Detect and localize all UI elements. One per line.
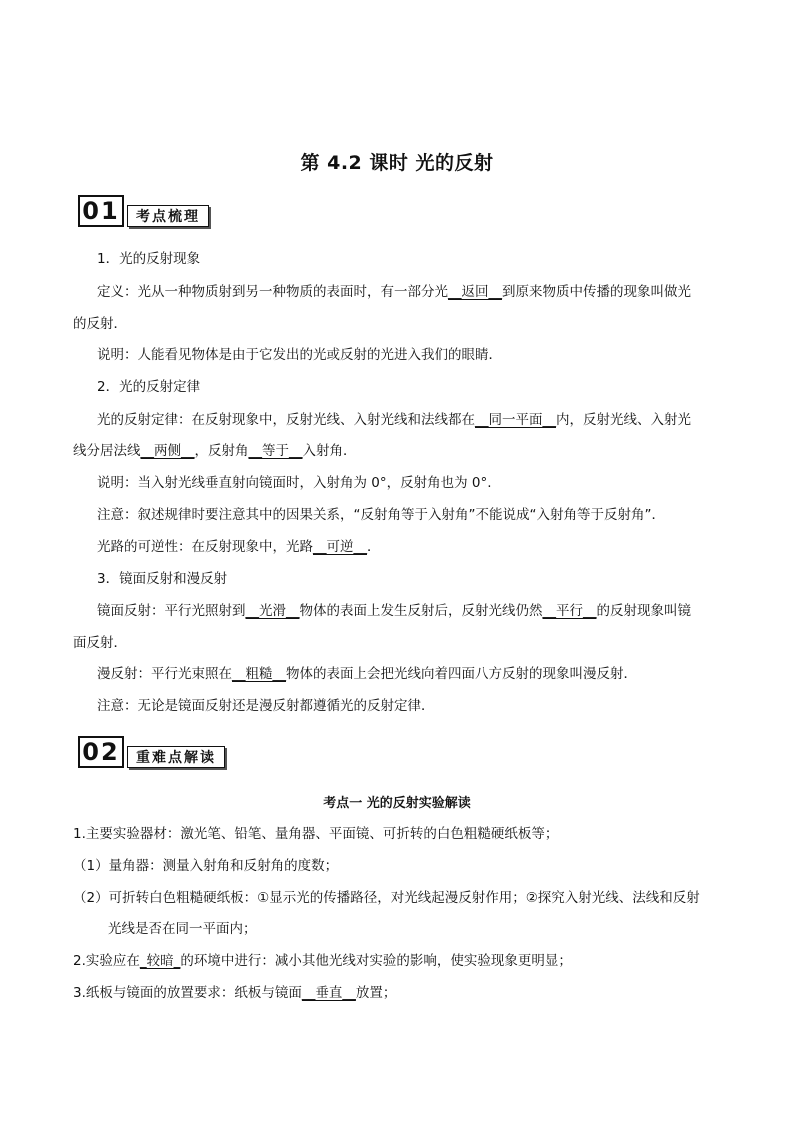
law-line-2: 线分居法线__两侧__，反射角__等于__入射角．	[73, 443, 357, 459]
heading-reflection-phenomenon: 1．光的反射现象	[97, 251, 201, 267]
answer-blank: __垂直__	[301, 985, 356, 1001]
experiment-item-2: 2.实验应在_较暗_的环境中进行：减小其他光线对实验的影响，使实验现象更明显；	[73, 953, 572, 969]
definition-line-2: 的反射．	[73, 316, 127, 332]
section-label: 考点梳理	[127, 205, 209, 227]
answer-blank: __粗糙__	[232, 666, 286, 682]
section-header-01	[78, 195, 209, 227]
section-number: 01	[78, 195, 124, 227]
experiment-item-1-1: （1）量角器：测量入射角和反射角的度数；	[73, 858, 339, 874]
answer-blank: __平行__	[542, 603, 597, 619]
note-both-follow-law: 注意：无论是镜面反射还是漫反射都遵循光的反射定律．	[97, 698, 435, 714]
answer-blank: __同一平面__	[475, 412, 556, 428]
experiment-item-1-2-cont: 光线是否在同一平面内；	[108, 921, 257, 937]
experiment-item-1: 1.主要实验器材：激光笔、铅笔、量角器、平面镜、可折转的白色粗糙硬纸板等；	[73, 826, 559, 842]
section-label: 重难点解读	[127, 746, 225, 768]
answer-blank: __两侧__	[140, 443, 195, 459]
diffuse-line: 漫反射：平行光束照在__粗糙__物体的表面上会把光线向着四面八方反射的现象叫漫反射．	[97, 666, 637, 682]
topic-heading: 考点一 光的反射实验解读	[323, 796, 471, 811]
note-causality: 注意：叙述规律时要注意其中的因果关系，“反射角等于入射角”不能说成“入射角等于反射角”．	[97, 507, 665, 523]
answer-blank: __可逆__	[313, 539, 367, 555]
mirror-line-2: 面反射．	[73, 635, 127, 651]
page-title: 第 4.2 课时 光的反射	[300, 152, 494, 174]
answer-blank: _较暗_	[139, 953, 181, 969]
heading-reflection-law: 2．光的反射定律	[97, 379, 201, 395]
answer-blank: __等于__	[248, 443, 303, 459]
note-seeing: 说明：人能看见物体是由于它发出的光或反射的光进入我们的眼睛．	[97, 347, 502, 363]
experiment-item-3: 3.纸板与镜面的放置要求：纸板与镜面__垂直__放置；	[73, 985, 397, 1001]
definition-line-1: 定义：光从一种物质射到另一种物质的表面时，有一部分光__返回__到原来物质中传播的现象叫做光	[97, 284, 691, 300]
section-number: 02	[78, 736, 124, 768]
experiment-item-1-2: （2）可折转白色粗糙硬纸板：①显示光的传播路径，对光线起漫反射作用；②探究入射光线、法线和反射	[73, 890, 700, 906]
heading-mirror-diffuse: 3．镜面反射和漫反射	[97, 571, 228, 587]
answer-blank: __返回__	[448, 284, 502, 300]
reversibility-line: 光路的可逆性：在反射现象中，光路__可逆__．	[97, 539, 381, 555]
mirror-line-1: 镜面反射：平行光照射到__光滑__物体的表面上发生反射后，反射光线仍然__平行__的反射现象叫镜	[97, 603, 691, 619]
law-line-1: 光的反射定律：在反射现象中，反射光线、入射光线和法线都在__同一平面__内，反射光线、入射光	[97, 412, 691, 428]
section-header-02	[78, 736, 225, 768]
note-perpendicular: 说明：当入射光线垂直射向镜面时，入射角为 0°，反射角也为 0°.	[97, 475, 492, 491]
answer-blank: __光滑__	[245, 603, 300, 619]
